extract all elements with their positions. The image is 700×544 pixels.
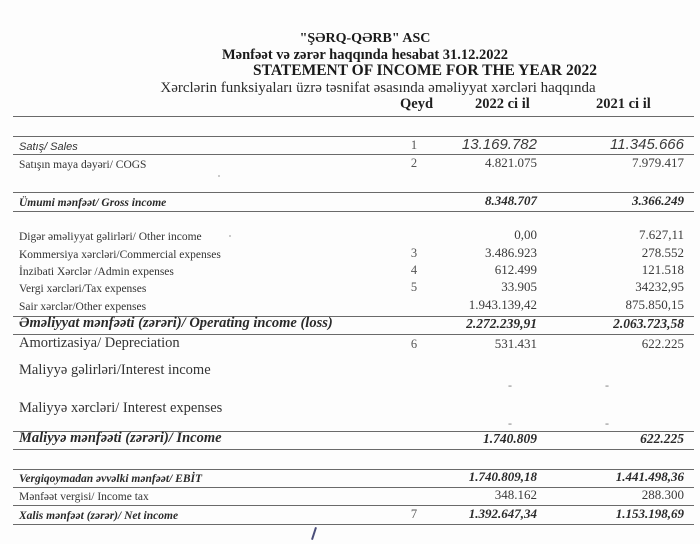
row-label: Amortizasiya/ Depreciation [19,335,180,351]
row-value-2021: 2.063.723,58 [613,316,684,331]
row-note: 5 [410,280,418,294]
row-value-2021: 3.366.249 [632,193,684,208]
row-value-2021: - [605,416,609,430]
row-value-2022: 1.740.809,18 [468,469,537,484]
row-value-2022: 3.486.923 [485,245,537,260]
row-value-2021: 875.850,15 [625,297,684,312]
row-value-2021: 7.627,11 [638,227,684,242]
column-header-2021: 2021 ci il [596,96,651,112]
table-row-ebit [13,469,694,487]
row-value-2021: 121.518 [641,262,684,277]
table-row-tax-expenses [13,279,694,297]
row-value-2022: 612.499 [494,262,537,277]
row-value-2021: - [605,378,609,392]
row-note: 4 [410,263,418,277]
column-header-note: Qeyd [400,96,434,112]
row-note: 3 [410,246,418,260]
table-row-other-income [13,227,694,245]
row-label: Sair xərclər/Other expenses [19,301,147,313]
divider [13,449,694,450]
row-value-2021: 622.225 [640,431,684,446]
row-value-2022: 33.905 [501,279,537,294]
row-value-2022: 1.392.647,34 [468,506,537,521]
row-label: Maliyyə mənfəəti (zərəri)/ Income [19,430,222,446]
row-value-2021: 34232,95 [635,279,684,294]
table-row-other-expenses [13,297,694,315]
row-label: Maliyyə gəlirləri/Interest income [19,362,211,378]
row-label: Digər əməliyyat gəlirləri/ Other income [19,231,202,243]
row-label: Satış/ Sales [19,141,78,153]
row-value-2022: - [508,378,512,392]
scan-speck [218,175,220,177]
table-row-depreciation [13,336,694,354]
row-label: Əməliyyat mənfəəti (zərəri)/ Operating income (loss) [19,315,333,331]
divider [13,211,694,212]
table-row-sales [13,137,694,155]
row-label: Xalis mənfəət (zərər)/ Net income [19,510,179,522]
row-value-2021: 288.300 [641,487,684,502]
table-row-net-income [13,506,694,524]
divider [13,116,694,117]
row-note: 1 [410,138,418,152]
row-value-2022: 348.162 [494,487,537,502]
row-value-2021: 11.345.666 [610,136,684,153]
row-label: Mənfəət vergisi/ Income tax [19,491,149,503]
row-value-2022: 2.272.239,91 [466,316,537,331]
row-label: İnzibati Xərclər /Admin expenses [19,266,174,278]
table-row-cogs [13,155,694,173]
table-row-financial-income [13,431,694,449]
table-row-interest-expenses [13,401,694,419]
row-value-2021: 7.979.417 [632,155,684,170]
row-value-2022: 13.169.782 [461,136,537,153]
row-label: Maliyyə xərcləri/ Interest expenses [19,400,223,416]
row-label: Kommersiya xərcləri/Commercial expenses [19,249,221,261]
row-value-2022: - [508,416,512,430]
row-value-2021: 1.153.198,69 [615,506,684,521]
scan-speck [229,235,231,237]
divider [13,524,694,525]
table-row-operating-income [13,316,694,334]
table-row-gross-income [13,193,694,211]
report-title-en: STATEMENT OF INCOME FOR THE YEAR 2022 [253,62,597,79]
signature-stroke [311,527,317,540]
company-name: "ŞƏRQ-QƏRB" ASC [299,31,431,46]
column-header-2022: 2022 ci il [475,96,530,112]
row-value-2022: 1.943.139,42 [468,297,537,312]
row-note: 7 [410,507,418,521]
report-title-az: Mənfəət və zərər haqqında hesabat 31.12.2022 [221,47,509,63]
table-row-admin-expenses [13,262,694,280]
report-subtitle: Xərclərin funksiyaları üzrə təsnifat əsasında əməliyyat xərcləri haqqında [160,80,596,96]
table-row-income-tax [13,487,694,505]
row-label: Ümumi mənfəət/ Gross income [19,197,167,209]
row-value-2022: 4.821.075 [485,155,537,170]
row-label: Satışın maya dəyəri/ COGS [19,159,147,171]
row-value-2022: 531.431 [494,336,537,351]
row-value-2022: 1.740.809 [483,431,537,446]
row-note: 6 [410,337,418,351]
row-value-2021: 1.441.498,36 [615,469,684,484]
row-note: 2 [410,156,418,170]
row-value-2022: 8.348.707 [485,193,537,208]
row-value-2021: 278.552 [641,245,684,260]
row-value-2021: 622.225 [641,336,684,351]
row-label: Vergi xərcləri/Tax expenses [19,283,147,295]
table-row-commercial-expenses [13,245,694,263]
table-row-interest-income [13,363,694,381]
row-label: Vergiqoymadan əvvəlki mənfəət/ EBİT [19,473,203,485]
row-value-2022: 0,00 [514,227,537,242]
